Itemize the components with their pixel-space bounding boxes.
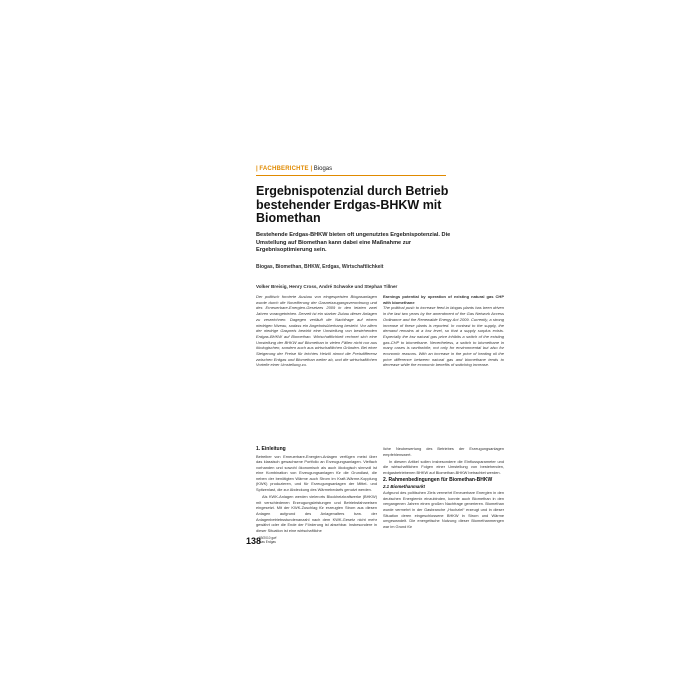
body-paragraph: liche Neubewertung des Betriebes der Erzeugungsanlagen empfehlenswert. [383,446,504,457]
abstract-english [383,294,504,368]
header-rule [256,175,446,176]
section-label: FACHBERICHTE [259,166,309,172]
journal-info [259,537,276,545]
section-header [256,165,436,173]
body-column-right [383,446,504,531]
header-divider: | [310,166,313,172]
article-title: Ergebnispotenzial durch Betrieb bestehender Erdgas-BHKW mit Biomethan [256,184,449,225]
keywords: Biogas, Biomethan, BHKW, Erdgas, Wirtschaftlichkeit [256,264,384,270]
journal-issue: 09/2010 gwf [259,536,277,540]
body-paragraph: Aufgrund des politischen Ziels vermehrt Erneuerbare Energien in den deutschen Energiemix einzubinden, konnte auch Biomethan in den vergangenen Jahren einen großen Nachfrage generieren. Biomethan wurde vermehrt in der Gasbranche „Hochziel“ erzeugt und in dieser Situation deren eingeschlossene BHKW in Strom und Wärme umgewandelt. Die energetische Nutzung dieser Biomethanmengen war im Grund für [383,490,504,529]
abstract-english-text: The political push to increase feed-in biogas plants has been driven in the last two years by the amendment of the Gas Network Access Ordinance and the Renewable Energy Act 2009. Currently, a strong increase of these plants is reported. In contrast to the supply, the demand remains at a low level, so that a supply surplus exists. Especially the low natural gas price inhibits a switch of the existing gas-CHP to biomethane. Nevertheless, a switch to biomethane in many cases is worthwhile, not only for environmental but also for economic reasons. With an increase in the price of heating oil the price difference between natural gas and biomethane tends to decrease while the economic benefits of switching increase. [383,305,504,368]
abstract-german: Der politisch forcierte Ausbau von eingespeisten Biogasanlagen wurde durch die Novellierung der Gasnetzzugangsverordnung und des Erneuerbare-Energien-Gesetzes 2009 in den letzten zwei Jahren vorangetrieben. Derzeit ist ein starker Zubau dieser Anlagen zu verzeichnen. Dagegen verläuft die Nachfrage auf einem niedrigen Niveau, sodass ein Angebotsüberhang besteht. Vor allem der niedrige Gaspreis bewirkt eine Umstellung von bestehenden Erdgas-BHKW auf Biomethan. Wirtschaftlichkeit rechnet sich eine Umstellung der BHKW auf Biomethan in vielen Fällen nicht nur aus ökologischen, sondern auch aus wirtschaftlichen Gründen. Bei einer Steigerung der Preise für leichtes Heizöl nimmt die Preisdifferenz zwischen Erdgas und Biomethan weiter ab, und die wirtschaftlichen Vorteile einer Umstellung zu. [256,294,377,368]
journal-name: Gas Erdgas [259,539,276,544]
header-divider: | [256,166,258,172]
page-number: 138 [246,536,262,546]
body-column-left [256,446,377,535]
heading-introduction: 1. Einleitung [256,446,286,452]
body-paragraph: In diesem Artikel sollen insbesondere die Einflussparameter und die wirtschaftlichen Folgen einer Umstellung von bestehenden, erdgasbetriebenen BHKW auf Biomethan-BHKW betrachtet werden. [383,458,504,475]
heading-framework: 2. Rahmenbedingungen für Biomethan-BHKW [383,476,493,483]
subheading-biomethane-market: 2.1 Biomethanmarkt [383,484,425,490]
article-lead: Bestehende Erdgas-BHKW bieten oft ungenutztes Ergebnispotenzial. Die Umstellung auf Biomethan kann dabei eine Maßnahme zur Ergebnisoptimierung sein. [256,232,451,254]
body-paragraph: Als KWK-Anlagen werden vielerorts Blockheizkraftwerke (BHKW) mit verschiedenen Erzeugungsleistungen und Betriebsfahrweisen eingesetzt. Mit der KWK-Zuschlag für erzeugten Strom aus diesen Anlagen aufgrund des Anlagenalters bzw. der Anlagenbetriebsstundenanzahl nach dem KWK-Gesetz nicht mehr gewährt oder die Ende der Förderung ist absehbar. Insbesondere in dieser Situation ist eine wirtschaftliche [256,494,377,533]
subsection-label: Biogas [313,166,333,172]
abstract-english-title: Earnings potential by operation of existing natural gas CHP with biomethane [383,294,504,305]
authors: Volker Breisig, Henry Cross, André Schwoke und Stephan Tillner [256,284,398,289]
body-paragraph: Betreiber von Erneuerbare-Energien-Anlagen verfügen meist über das klassisch gewachsene Portfolio an Erzeugungsanlagen. Vielfach vorhanden und sowohl ökonomisch als auch ökologisch sinnvoll ist eine Kombination von Erzeugungsanlagen für die Grundlast, die neben der benötigten Wärme auch Strom im Kraft-Wärme-Kopplung (KWK) produzieren, und für Erzeugungsanlagen der Mittel- und Spitzenlast, die zur Abdeckung des Wärmebedarfs genutzt werden. [256,453,377,493]
